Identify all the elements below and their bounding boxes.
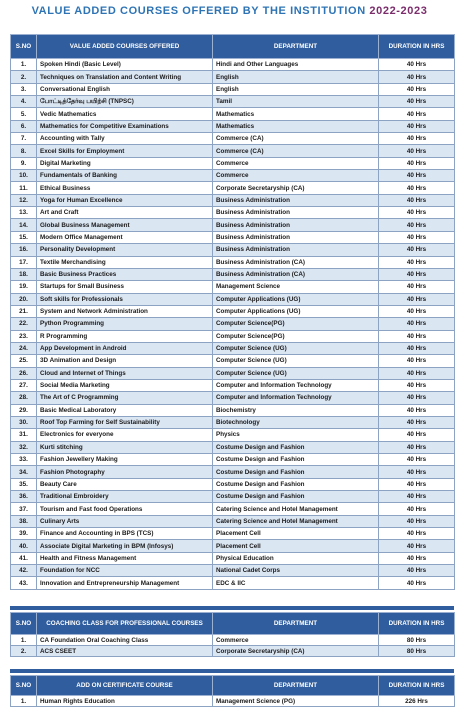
cell-duration: 40 Hrs xyxy=(379,491,455,503)
cell-duration: 40 Hrs xyxy=(379,133,455,145)
cell-duration: 40 Hrs xyxy=(379,515,455,527)
cell-duration: 40 Hrs xyxy=(379,256,455,268)
cell-department: Costume Design and Fashion xyxy=(213,466,379,478)
cell-duration: 40 Hrs xyxy=(379,219,455,231)
cell-duration: 40 Hrs xyxy=(379,416,455,428)
cell-department: Computer Applications (UG) xyxy=(213,305,379,317)
cell-department: Business Administration (CA) xyxy=(213,256,379,268)
cell-duration: 40 Hrs xyxy=(379,231,455,243)
cell-department: Costume Design and Fashion xyxy=(213,454,379,466)
cell-sno: 21. xyxy=(11,305,37,317)
cell-duration: 40 Hrs xyxy=(379,318,455,330)
cell-department: Hindi and Other Languages xyxy=(213,59,379,71)
cell-department: Business Administration xyxy=(213,244,379,256)
cell-department: Placement Cell xyxy=(213,528,379,540)
cell-duration: 40 Hrs xyxy=(379,71,455,83)
cell-department: Computer Applications (UG) xyxy=(213,293,379,305)
title-text: VALUE ADDED COURSES OFFERED BY THE INSTITUTION xyxy=(31,5,370,17)
cell-course: Health and Fitness Management xyxy=(37,552,213,564)
table-row xyxy=(11,429,455,441)
table-row xyxy=(11,244,455,256)
cell-department: Corporate Secretaryship (CA) xyxy=(213,182,379,194)
cell-department: Business Administration xyxy=(213,207,379,219)
cell-department: Computer Science (UG) xyxy=(213,355,379,367)
table-header-row xyxy=(11,613,455,635)
cell-sno: 41. xyxy=(11,552,37,564)
header-sno: S.NO xyxy=(11,35,37,59)
cell-department: Business Administration (CA) xyxy=(213,268,379,280)
cell-course: System and Network Administration xyxy=(37,305,213,317)
cell-sno: 23. xyxy=(11,330,37,342)
cell-sno: 4. xyxy=(11,96,37,108)
table-row xyxy=(11,59,455,71)
table-row xyxy=(11,528,455,540)
cell-sno: 38. xyxy=(11,515,37,527)
cell-course: Beauty Care xyxy=(37,478,213,490)
cell-department: Computer Science(PG) xyxy=(213,318,379,330)
table-row xyxy=(11,404,455,416)
cell-sno: 20. xyxy=(11,293,37,305)
cell-sno: 14. xyxy=(11,219,37,231)
table-row xyxy=(11,293,455,305)
header-sno: S.NO xyxy=(11,676,37,696)
table-header-row xyxy=(11,676,455,696)
table-row xyxy=(11,145,455,157)
cell-course: The Art of C Programming xyxy=(37,392,213,404)
table-row xyxy=(11,133,455,145)
cell-duration: 40 Hrs xyxy=(379,528,455,540)
cell-course: Global Business Management xyxy=(37,219,213,231)
table-row xyxy=(11,281,455,293)
cell-department: Physical Education xyxy=(213,552,379,564)
cell-course: Basic Medical Laboratory xyxy=(37,404,213,416)
cell-course: Accounting with Tally xyxy=(37,133,213,145)
cell-department: Computer Science (UG) xyxy=(213,342,379,354)
cell-course: Associate Digital Marketing in BPM (Infosys) xyxy=(37,540,213,552)
table-row xyxy=(11,577,455,589)
section-divider xyxy=(10,606,454,610)
header-course: ADD ON CERTIFICATE COURSE xyxy=(37,676,213,696)
table-row xyxy=(11,416,455,428)
cell-department: EDC & IIC xyxy=(213,577,379,589)
cell-sno: 10. xyxy=(11,170,37,182)
table-row xyxy=(11,441,455,453)
table-row xyxy=(11,635,455,646)
cell-duration: 40 Hrs xyxy=(379,441,455,453)
table-row xyxy=(11,120,455,132)
cell-course: Spoken Hindi (Basic Level) xyxy=(37,59,213,71)
cell-department: Business Administration xyxy=(213,219,379,231)
cell-sno: 35. xyxy=(11,478,37,490)
cell-course: Fashion Jewellery Making xyxy=(37,454,213,466)
cell-sno: 40. xyxy=(11,540,37,552)
cell-department: Commerce (CA) xyxy=(213,133,379,145)
cell-course: Social Media Marketing xyxy=(37,379,213,391)
cell-sno: 2. xyxy=(11,646,37,657)
cell-department: Costume Design and Fashion xyxy=(213,491,379,503)
cell-course: Fundamentals of Banking xyxy=(37,170,213,182)
table-row xyxy=(11,540,455,552)
cell-duration: 40 Hrs xyxy=(379,120,455,132)
table-row xyxy=(11,96,455,108)
cell-course: Excel Skills for Employment xyxy=(37,145,213,157)
table-row xyxy=(11,552,455,564)
cell-department: Computer and Information Technology xyxy=(213,379,379,391)
cell-course: Conversational English xyxy=(37,83,213,95)
cell-duration: 40 Hrs xyxy=(379,367,455,379)
cell-course: போட்டித்தேர்வு பயிற்சி (TNPSC) xyxy=(37,96,213,108)
table-header-row xyxy=(11,35,455,59)
header-department: DEPARTMENT xyxy=(213,35,379,59)
cell-course: Modern Office Management xyxy=(37,231,213,243)
cell-sno: 12. xyxy=(11,194,37,206)
cell-course: Python Programming xyxy=(37,318,213,330)
table-row xyxy=(11,503,455,515)
cell-course: Soft skills for Professionals xyxy=(37,293,213,305)
cell-sno: 1. xyxy=(11,696,37,707)
cell-sno: 5. xyxy=(11,108,37,120)
cell-sno: 19. xyxy=(11,281,37,293)
cell-course: Finance and Accounting in BPS (TCS) xyxy=(37,528,213,540)
section-divider xyxy=(10,669,454,673)
cell-duration: 40 Hrs xyxy=(379,565,455,577)
cell-course: Yoga for Human Excellence xyxy=(37,194,213,206)
cell-course: Kurti stitching xyxy=(37,441,213,453)
table-row xyxy=(11,305,455,317)
title-year: 2022-2023 xyxy=(369,5,428,17)
cell-duration: 40 Hrs xyxy=(379,466,455,478)
cell-sno: 7. xyxy=(11,133,37,145)
cell-sno: 6. xyxy=(11,120,37,132)
cell-sno: 24. xyxy=(11,342,37,354)
cell-duration: 40 Hrs xyxy=(379,293,455,305)
header-course: VALUE ADDED COURSES OFFERED xyxy=(37,35,213,59)
table-row xyxy=(11,256,455,268)
table-row xyxy=(11,182,455,194)
cell-sno: 33. xyxy=(11,454,37,466)
cell-department: Biochemistry xyxy=(213,404,379,416)
cell-course: R Programming xyxy=(37,330,213,342)
header-duration: DURATION IN HRS xyxy=(379,613,455,635)
cell-course: Electronics for everyone xyxy=(37,429,213,441)
cell-department: English xyxy=(213,71,379,83)
cell-duration: 40 Hrs xyxy=(379,281,455,293)
cell-course: 3D Animation and Design xyxy=(37,355,213,367)
cell-department: Commerce xyxy=(213,170,379,182)
cell-duration: 40 Hrs xyxy=(379,379,455,391)
cell-department: Biotechnology xyxy=(213,416,379,428)
cell-duration: 40 Hrs xyxy=(379,478,455,490)
cell-course: Traditional Embroidery xyxy=(37,491,213,503)
cell-department: Commerce (CA) xyxy=(213,145,379,157)
cell-duration: 40 Hrs xyxy=(379,145,455,157)
cell-duration: 40 Hrs xyxy=(379,577,455,589)
cell-department: Placement Cell xyxy=(213,540,379,552)
cell-sno: 11. xyxy=(11,182,37,194)
cell-department: Tamil xyxy=(213,96,379,108)
cell-course: Cloud and Internet of Things xyxy=(37,367,213,379)
cell-duration: 40 Hrs xyxy=(379,182,455,194)
cell-sno: 1. xyxy=(11,635,37,646)
cell-duration: 40 Hrs xyxy=(379,170,455,182)
cell-course: Techniques on Translation and Content Writing xyxy=(37,71,213,83)
table-row xyxy=(11,170,455,182)
table-row xyxy=(11,157,455,169)
table-row xyxy=(11,565,455,577)
table-row xyxy=(11,478,455,490)
cell-sno: 8. xyxy=(11,145,37,157)
header-duration: DURATION IN HRS xyxy=(379,35,455,59)
header-duration: DURATION IN HRS xyxy=(379,676,455,696)
cell-sno: 3. xyxy=(11,83,37,95)
table-row xyxy=(11,108,455,120)
cell-department: Management Science (PG) xyxy=(213,696,379,707)
cell-course: Personality Development xyxy=(37,244,213,256)
cell-department: Commerce xyxy=(213,635,379,646)
cell-course: Basic Business Practices xyxy=(37,268,213,280)
cell-duration: 40 Hrs xyxy=(379,330,455,342)
page-title xyxy=(0,0,459,22)
cell-course: Tourism and Fast food Operations xyxy=(37,503,213,515)
cell-sno: 42. xyxy=(11,565,37,577)
cell-duration: 80 Hrs xyxy=(379,635,455,646)
table-row xyxy=(11,71,455,83)
cell-duration: 40 Hrs xyxy=(379,157,455,169)
cell-course: Textile Merchandising xyxy=(37,256,213,268)
cell-course: App Development in Android xyxy=(37,342,213,354)
cell-duration: 40 Hrs xyxy=(379,207,455,219)
cell-course: Human Rights Education xyxy=(37,696,213,707)
coaching-class-table xyxy=(10,612,455,657)
table-row xyxy=(11,696,455,707)
cell-course: Foundation for NCC xyxy=(37,565,213,577)
cell-course: ACS CSEET xyxy=(37,646,213,657)
cell-sno: 32. xyxy=(11,441,37,453)
cell-sno: 26. xyxy=(11,367,37,379)
cell-department: Management Science xyxy=(213,281,379,293)
table-row xyxy=(11,515,455,527)
cell-sno: 27. xyxy=(11,379,37,391)
cell-department: Costume Design and Fashion xyxy=(213,478,379,490)
cell-course: Startups for Small Business xyxy=(37,281,213,293)
table-row xyxy=(11,491,455,503)
table-row xyxy=(11,466,455,478)
cell-sno: 18. xyxy=(11,268,37,280)
cell-duration: 40 Hrs xyxy=(379,429,455,441)
cell-department: Mathematics xyxy=(213,108,379,120)
cell-course: Innovation and Entrepreneurship Management xyxy=(37,577,213,589)
table-row xyxy=(11,646,455,657)
cell-duration: 40 Hrs xyxy=(379,503,455,515)
cell-duration: 40 Hrs xyxy=(379,305,455,317)
cell-duration: 226 Hrs xyxy=(379,696,455,707)
cell-sno: 31. xyxy=(11,429,37,441)
cell-duration: 40 Hrs xyxy=(379,404,455,416)
cell-duration: 40 Hrs xyxy=(379,194,455,206)
table-row xyxy=(11,342,455,354)
cell-sno: 1. xyxy=(11,59,37,71)
cell-duration: 40 Hrs xyxy=(379,108,455,120)
table-row xyxy=(11,207,455,219)
cell-department: Business Administration xyxy=(213,231,379,243)
cell-sno: 15. xyxy=(11,231,37,243)
cell-department: Costume Design and Fashion xyxy=(213,441,379,453)
cell-sno: 30. xyxy=(11,416,37,428)
header-department: DEPARTMENT xyxy=(213,676,379,696)
cell-sno: 37. xyxy=(11,503,37,515)
cell-department: Business Administration xyxy=(213,194,379,206)
cell-department: Catering Science and Hotel Management xyxy=(213,515,379,527)
cell-sno: 22. xyxy=(11,318,37,330)
cell-duration: 40 Hrs xyxy=(379,392,455,404)
cell-course: Roof Top Farming for Self Sustainability xyxy=(37,416,213,428)
cell-course: Digital Marketing xyxy=(37,157,213,169)
cell-sno: 28. xyxy=(11,392,37,404)
cell-sno: 39. xyxy=(11,528,37,540)
cell-sno: 16. xyxy=(11,244,37,256)
table-row xyxy=(11,219,455,231)
header-sno: S.NO xyxy=(11,613,37,635)
cell-course: Ethical Business xyxy=(37,182,213,194)
cell-sno: 2. xyxy=(11,71,37,83)
cell-sno: 34. xyxy=(11,466,37,478)
add-on-certificate-table xyxy=(10,675,455,707)
table-row xyxy=(11,355,455,367)
table-row xyxy=(11,231,455,243)
table-row xyxy=(11,318,455,330)
cell-department: Computer and Information Technology xyxy=(213,392,379,404)
cell-department: National Cadet Corps xyxy=(213,565,379,577)
cell-course: CA Foundation Oral Coaching Class xyxy=(37,635,213,646)
table-row xyxy=(11,454,455,466)
cell-sno: 29. xyxy=(11,404,37,416)
cell-duration: 40 Hrs xyxy=(379,244,455,256)
cell-course: Vedic Mathematics xyxy=(37,108,213,120)
cell-department: Mathematics xyxy=(213,120,379,132)
cell-duration: 40 Hrs xyxy=(379,342,455,354)
cell-sno: 43. xyxy=(11,577,37,589)
cell-course: Mathematics for Competitive Examinations xyxy=(37,120,213,132)
cell-department: English xyxy=(213,83,379,95)
cell-sno: 36. xyxy=(11,491,37,503)
table-row xyxy=(11,194,455,206)
cell-sno: 17. xyxy=(11,256,37,268)
table-row xyxy=(11,392,455,404)
cell-duration: 80 Hrs xyxy=(379,646,455,657)
header-course: COACHING CLASS FOR PROFESSIONAL COURSES xyxy=(37,613,213,635)
cell-department: Computer Science(PG) xyxy=(213,330,379,342)
table-row xyxy=(11,330,455,342)
cell-department: Corporate Secretaryship (CA) xyxy=(213,646,379,657)
cell-duration: 40 Hrs xyxy=(379,454,455,466)
cell-sno: 13. xyxy=(11,207,37,219)
cell-duration: 40 Hrs xyxy=(379,355,455,367)
cell-course: Fashion Photography xyxy=(37,466,213,478)
cell-department: Physics xyxy=(213,429,379,441)
cell-sno: 9. xyxy=(11,157,37,169)
cell-department: Catering Science and Hotel Management xyxy=(213,503,379,515)
cell-department: Computer Science (UG) xyxy=(213,367,379,379)
cell-department: Commerce xyxy=(213,157,379,169)
table-row xyxy=(11,268,455,280)
table-row xyxy=(11,379,455,391)
cell-duration: 40 Hrs xyxy=(379,552,455,564)
cell-duration: 40 Hrs xyxy=(379,96,455,108)
table-row xyxy=(11,367,455,379)
table-row xyxy=(11,83,455,95)
cell-duration: 40 Hrs xyxy=(379,540,455,552)
cell-course: Art and Craft xyxy=(37,207,213,219)
cell-duration: 40 Hrs xyxy=(379,59,455,71)
cell-duration: 40 Hrs xyxy=(379,268,455,280)
cell-course: Culinary Arts xyxy=(37,515,213,527)
cell-duration: 40 Hrs xyxy=(379,83,455,95)
cell-sno: 25. xyxy=(11,355,37,367)
header-department: DEPARTMENT xyxy=(213,613,379,635)
value-added-courses-table xyxy=(10,34,455,590)
